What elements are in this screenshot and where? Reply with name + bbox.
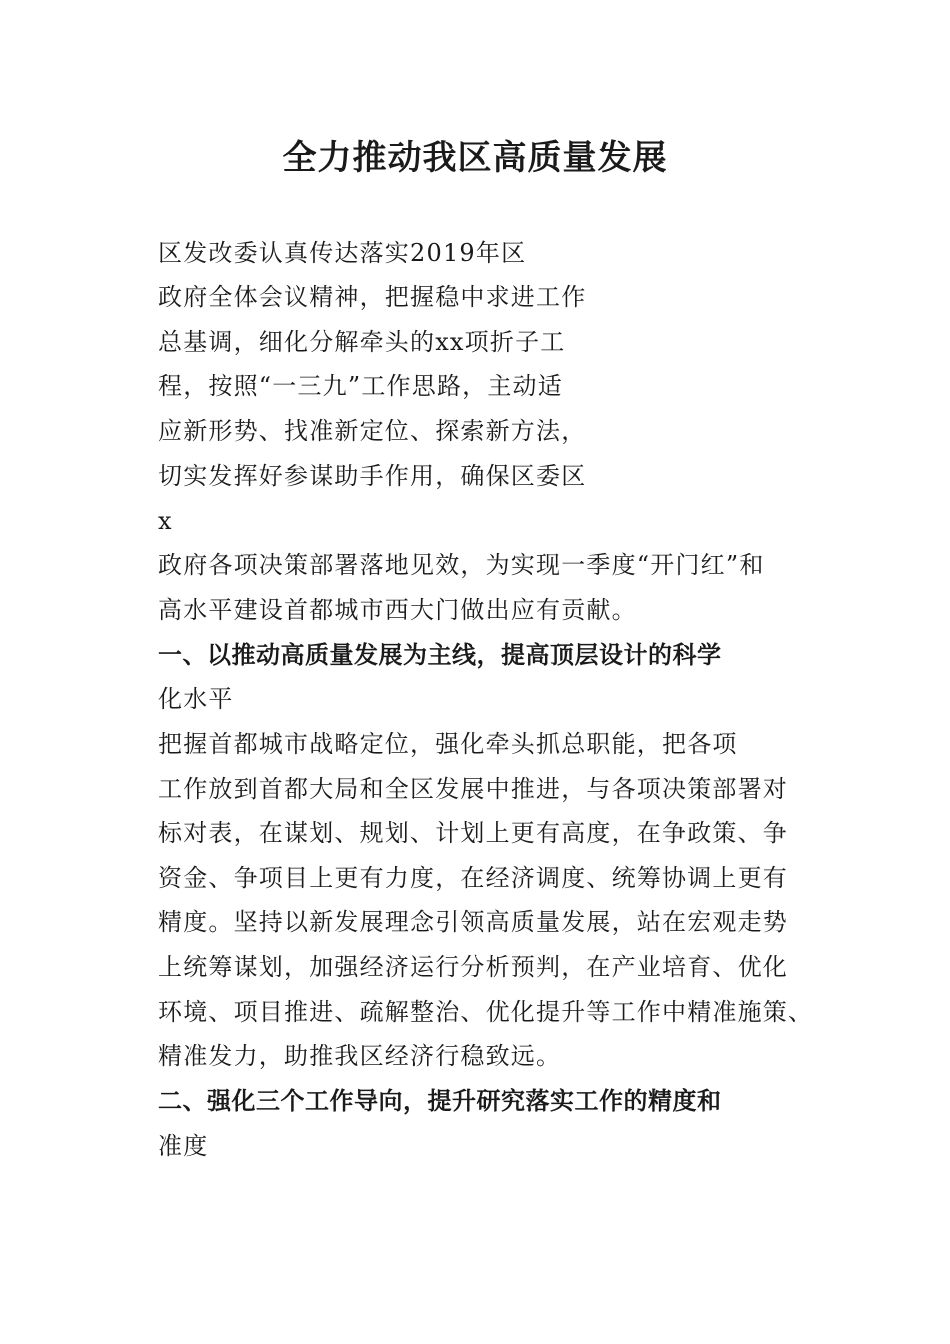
- intro-line-8: 政府各项决策部署落地见效，为实现一季度“开门红”和: [158, 551, 765, 579]
- section-2-heading-cont: 准度: [158, 1132, 209, 1160]
- intro-line-3: 总基调，细化分解牵头的xx项折子工: [158, 328, 566, 356]
- section-1-heading: 一、以推动高质量发展为主线，提高顶层设计的科学: [158, 641, 722, 669]
- section-1-heading-cont: 化水平: [158, 685, 234, 713]
- intro-line-2: 政府全体会议精神，把握稳中求进工作: [158, 283, 587, 311]
- section-1-line-3: 标对表，在谋划、规划、计划上更有高度，在争政策、争: [158, 819, 788, 847]
- intro-line-5: 应新形势、找准新定位、探索新方法，: [158, 417, 587, 445]
- intro-line-1: 区发改委认真传达落实2019年区: [158, 239, 527, 267]
- intro-line-9: 高水平建设首都城市西大门做出应有贡献。: [158, 596, 637, 624]
- section-1-line-8: 精准发力，助推我区经济行稳致远。: [158, 1042, 562, 1070]
- intro-line-4: 程，按照“一三九”工作思路，主动适: [158, 372, 563, 400]
- section-1-line-6: 上统筹谋划，加强经济运行分析预判，在产业培育、优化: [158, 953, 788, 981]
- section-1-line-4: 资金、争项目上更有力度，在经济调度、统筹协调上更有: [158, 864, 788, 892]
- intro-line-7: x: [158, 507, 173, 535]
- section-1-line-2: 工作放到首都大局和全区发展中推进，与各项决策部署对: [158, 775, 788, 803]
- document-title: 全力推动我区高质量发展: [282, 138, 668, 178]
- intro-line-6: 切实发挥好参谋助手作用，确保区委区: [158, 462, 587, 490]
- section-2-heading: 二、强化三个工作导向，提升研究落实工作的精度和: [158, 1087, 722, 1115]
- section-1-line-7: 环境、项目推进、疏解整治、优化提升等工作中精准施策、: [158, 998, 814, 1026]
- section-1-line-5: 精度。坚持以新发展理念引领高质量发展，站在宏观走势: [158, 908, 788, 936]
- section-1-line-1: 把握首都城市战略定位，强化牵头抓总职能，把各项: [158, 730, 738, 758]
